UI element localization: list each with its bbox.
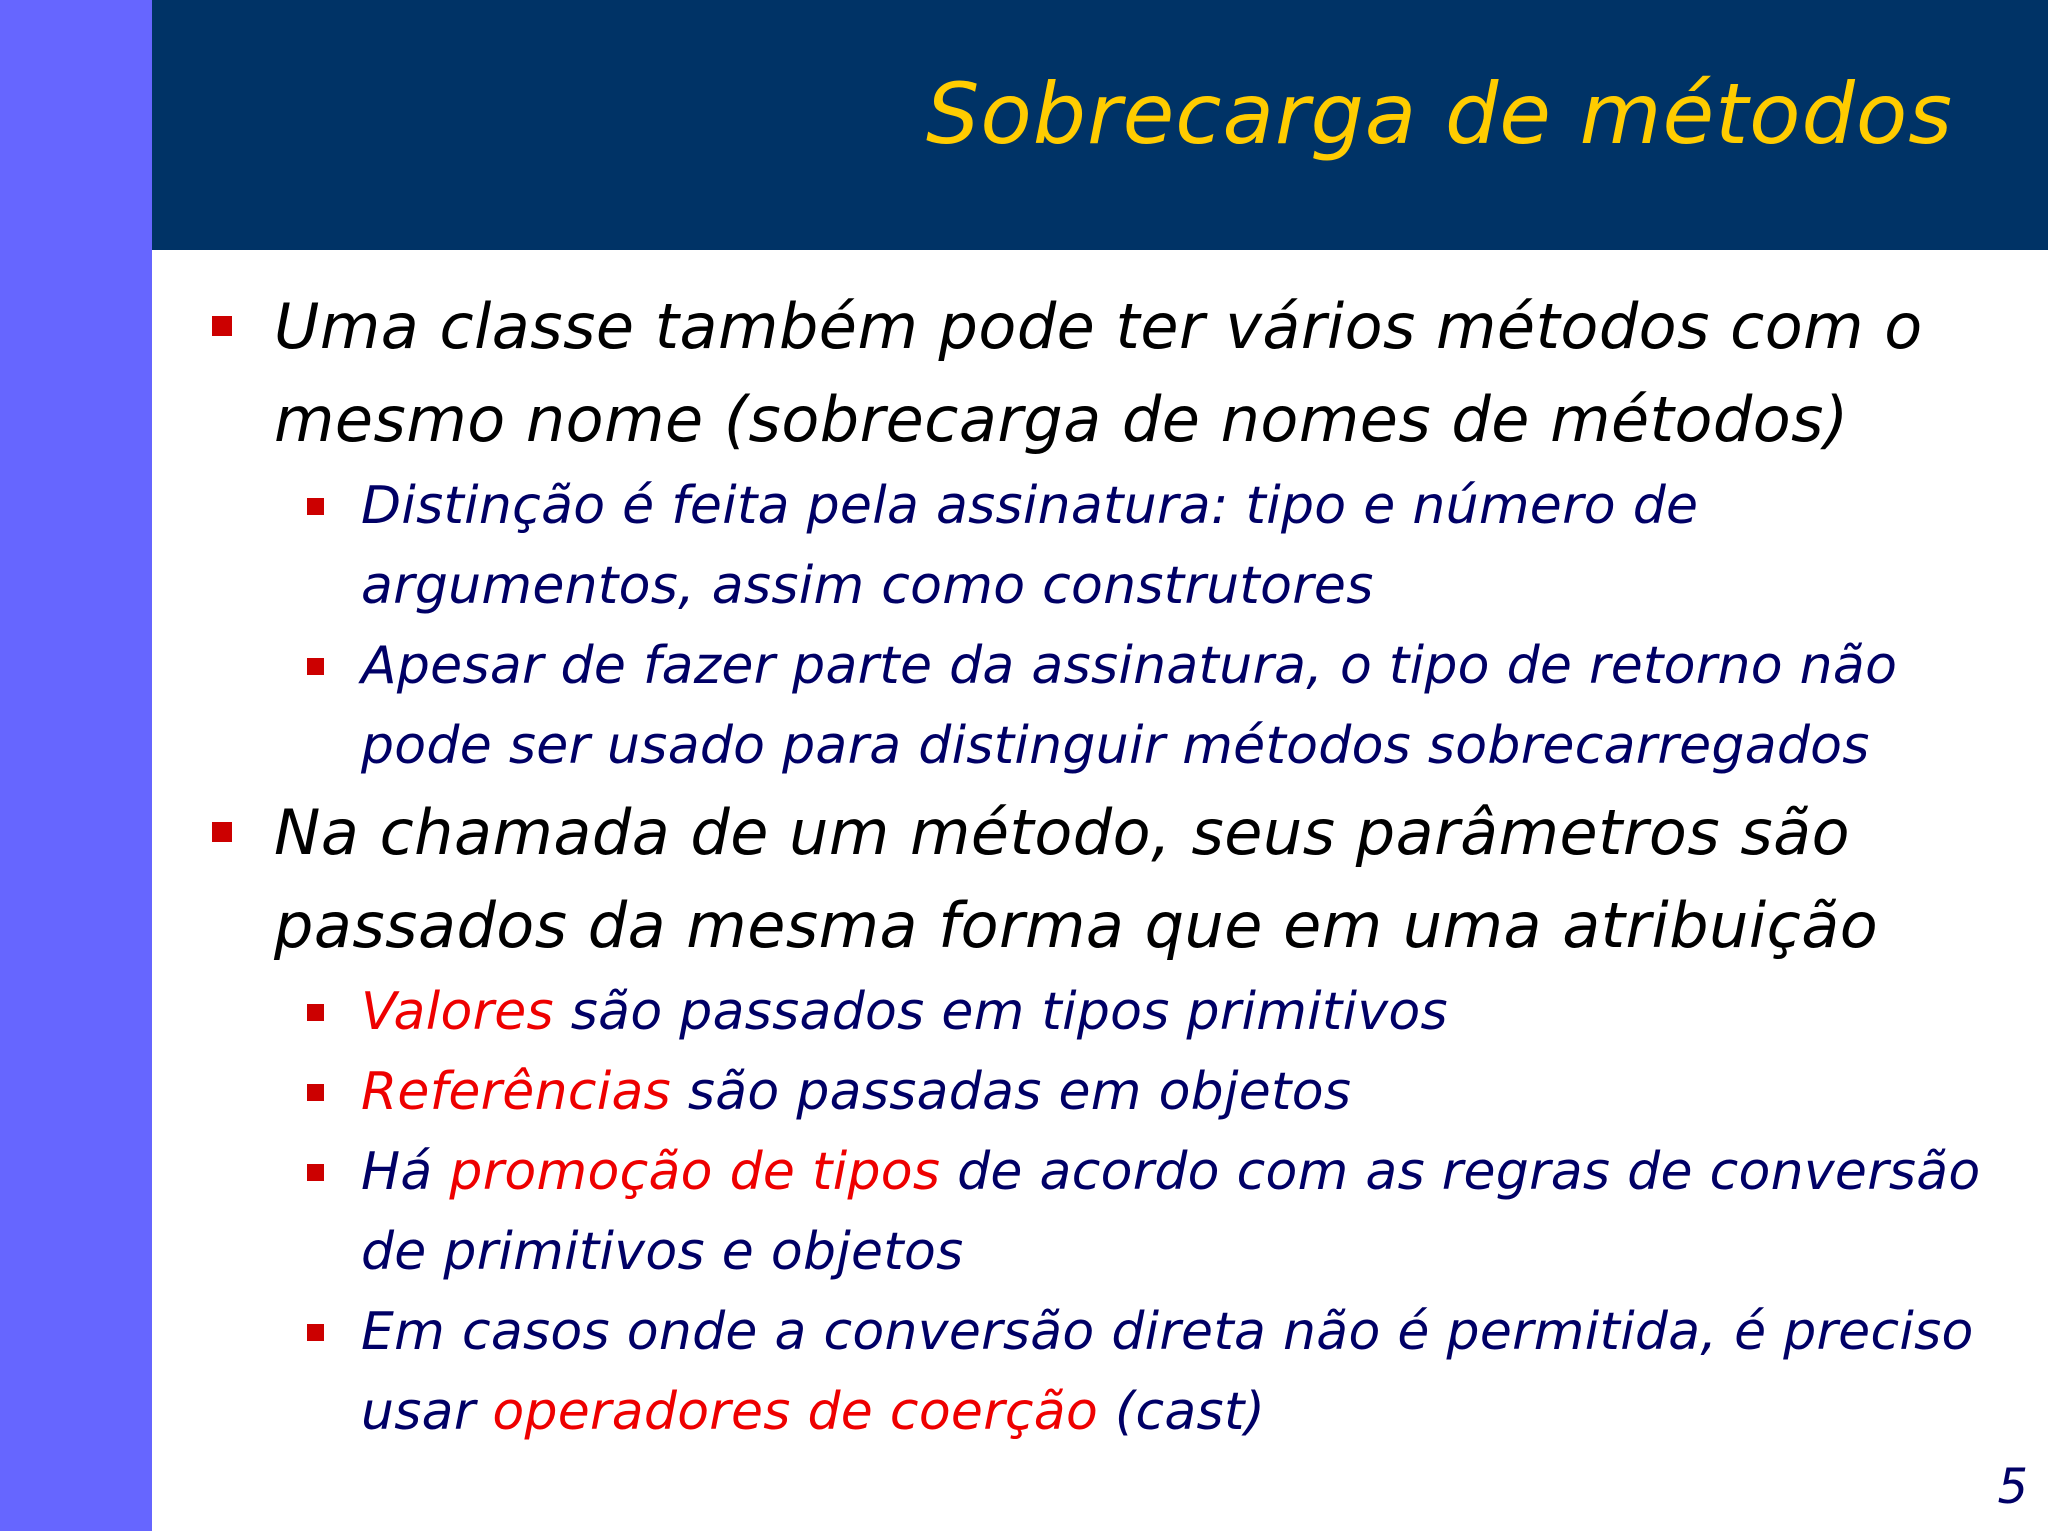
bullet-marker [307, 1164, 324, 1181]
sub-bullet-text: (cast) [1098, 1382, 1266, 1442]
sub-bullet-text: de acordo com as regras de conversão de primitivos e objetos [361, 1142, 1981, 1282]
sub-bullet-signature [307, 466, 2002, 626]
bullet-marker [307, 1324, 324, 1341]
left-accent-bar [0, 0, 152, 1531]
bullet-text: Uma classe também pode ter vários métodos com o mesmo nome (sobrecarga de nomes de métodos) [274, 290, 1923, 456]
title-band [152, 0, 2048, 250]
bullet-marker [307, 658, 324, 675]
sub-bullet-return-type [307, 626, 2002, 786]
bullet-marker [307, 1084, 324, 1101]
sub-bullet-cast [307, 1292, 2002, 1452]
bullet-text: Na chamada de um método, seus parâmetros são passados da mesma forma que em uma atribuição [274, 796, 1879, 962]
sub-bullet-text: Apesar de fazer parte da assinatura, o tipo de retorno não pode ser usado para distinguir métodos sobrecarregados [361, 636, 1898, 776]
highlight-text: operadores de coerção [492, 1382, 1099, 1442]
bullet-marker [212, 822, 232, 842]
sub-bullet-references [307, 1052, 2002, 1132]
sub-bullet-values [307, 972, 2002, 1052]
highlight-text: Valores [361, 982, 554, 1042]
sub-bullet-text: Em casos onde a conversão direta não é permitida, é preciso usar [361, 1302, 1974, 1442]
sub-bullet-text: Distinção é feita pela assinatura: tipo e número de argumentos, assim como construtores [361, 476, 1699, 616]
sub-bullet-type-promotion [307, 1132, 2002, 1292]
page-number: 5 [1997, 1459, 2028, 1515]
bullet-overloading [212, 280, 2002, 466]
sub-bullet-text: são passadas em objetos [671, 1062, 1352, 1122]
sub-bullet-text: são passados em tipos primitivos [553, 982, 1448, 1042]
sub-bullet-text: Há [361, 1142, 450, 1202]
highlight-text: promoção de tipos [449, 1142, 941, 1202]
slide-body [212, 280, 2002, 1452]
bullet-marker [212, 316, 232, 336]
bullet-marker [307, 1004, 324, 1021]
highlight-text: Referências [361, 1062, 672, 1122]
bullet-parameter-passing [212, 786, 2002, 972]
slide-title: Sobrecarga de métodos [926, 65, 1953, 163]
bullet-marker [307, 498, 324, 515]
